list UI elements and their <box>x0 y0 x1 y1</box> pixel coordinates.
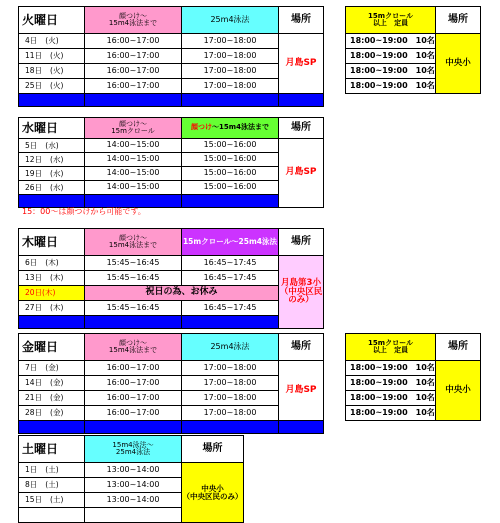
table-row: 18:00~19:00 10名 <box>346 376 481 391</box>
table-row: 18:00~19:00 10名 中央小 <box>346 361 481 376</box>
table-row: 18:00~19:00 10名 <box>346 406 481 421</box>
saturday-table <box>18 435 244 523</box>
col-saturday-header: 15m4泳法～ 25m4泳法 <box>85 436 182 463</box>
location-cell: 月島SP <box>279 34 324 94</box>
location-header: 場所 <box>279 229 324 256</box>
col-beginner-header: 顔つけ～ 15m4泳法まで <box>85 334 182 361</box>
blue-row <box>19 94 324 107</box>
table-row: 26日 (水) 14:00~15:00 15:00~16:00 <box>19 181 324 195</box>
col-beginner-header: 顔つけ～ 15mクロール <box>85 118 182 139</box>
table-row: 7日 (金) 16:00~17:00 17:00~18:00 月島SP <box>19 361 324 376</box>
location-header: 場所 <box>182 436 244 463</box>
day-header: 木曜日 <box>19 229 85 256</box>
table-row: 18:00~19:00 10名 <box>346 79 481 94</box>
location-cell: 中央小 <box>436 361 481 421</box>
table-row: 15日 (土) 13:00~14:00 <box>19 493 244 508</box>
col-advanced-header: 15mクロール～25m4泳法 <box>182 229 279 256</box>
location-cell: 月島SP <box>279 361 324 421</box>
location-header: 場所 <box>279 118 324 139</box>
tuesday-side-table <box>345 6 481 94</box>
table-row: 27日 (木) 15:45~16:45 16:45~17:45 <box>19 301 324 316</box>
table-row: 4日 (火) 16:00~17:00 17:00~18:00 月島SP <box>19 34 324 49</box>
table-row: 11日 (火) 16:00~17:00 17:00~18:00 <box>19 49 324 64</box>
holiday-row: 20日(木) 祝日の為、お休み <box>19 286 324 301</box>
table-row: 25日 (火) 16:00~17:00 17:00~18:00 <box>19 79 324 94</box>
table-row: 12日 (水) 14:00~15:00 15:00~16:00 <box>19 153 324 167</box>
location-cell: 月島SP <box>279 139 324 208</box>
wednesday-table <box>18 117 324 208</box>
blue-row <box>19 316 324 329</box>
location-header: 場所 <box>279 334 324 361</box>
note-text: 15：00～は顔つけから可能です。 <box>22 207 146 216</box>
day-header: 金曜日 <box>19 334 85 361</box>
col-beginner-header: 顔つけ～ 15m4泳法まで <box>85 7 182 34</box>
day-header: 火曜日 <box>19 7 85 34</box>
col-advanced-header: 25m4泳法 <box>182 7 279 34</box>
table-row: 28日 (金) 16:00~17:00 17:00~18:00 <box>19 406 324 421</box>
table-row: 6日 (木) 15:45~16:45 16:45~17:45 月島第3小 （中央区民 のみ） <box>19 256 324 271</box>
blue-row <box>19 421 324 434</box>
table-row: 18日 (火) 16:00~17:00 17:00~18:00 <box>19 64 324 79</box>
holiday-message: 祝日の為、お休み <box>85 286 279 301</box>
day-header: 土曜日 <box>19 436 85 463</box>
table-row: 1日 (土) 13:00~14:00 中央小 （中央区民のみ） <box>19 463 244 478</box>
table-row: 18:00~19:00 10名 中央小 <box>346 34 481 49</box>
location-header: 場所 <box>436 7 481 34</box>
table-row: 18:00~19:00 10名 <box>346 64 481 79</box>
day-header: 水曜日 <box>19 118 85 139</box>
location-header: 場所 <box>279 7 324 34</box>
table-row: 18:00~19:00 10名 <box>346 49 481 64</box>
location-cell: 月島第3小 （中央区民 のみ） <box>279 256 324 329</box>
table-row: 13日 (木) 15:45~16:45 16:45~17:45 <box>19 271 324 286</box>
location-cell: 中央小 （中央区民のみ） <box>182 463 244 523</box>
table-row: 21日 (金) 16:00~17:00 17:00~18:00 <box>19 391 324 406</box>
col-advanced-header: 顔つけ～15m4泳法まで <box>182 118 279 139</box>
tuesday-table <box>18 6 324 107</box>
table-row: 5日 (水) 14:00~15:00 15:00~16:00 月島SP <box>19 139 324 153</box>
table-row: 8日 (土) 13:00~14:00 <box>19 478 244 493</box>
col-beginner-header: 顔つけ～ 15m4泳法まで <box>85 229 182 256</box>
location-header: 場所 <box>436 334 481 361</box>
location-cell: 中央小 <box>436 34 481 94</box>
friday-table <box>18 333 324 434</box>
side-col-header: 15mクロール 以上 定員 <box>346 334 436 361</box>
side-col-header: 15mクロール 以上 定員 <box>346 7 436 34</box>
col-advanced-header: 25m4泳法 <box>182 334 279 361</box>
table-row: 19日 (水) 14:00~15:00 15:00~16:00 <box>19 167 324 181</box>
table-row: 14日 (金) 16:00~17:00 17:00~18:00 <box>19 376 324 391</box>
thursday-table <box>18 228 324 329</box>
table-row: 18:00~19:00 10名 <box>346 391 481 406</box>
friday-side-table <box>345 333 481 421</box>
